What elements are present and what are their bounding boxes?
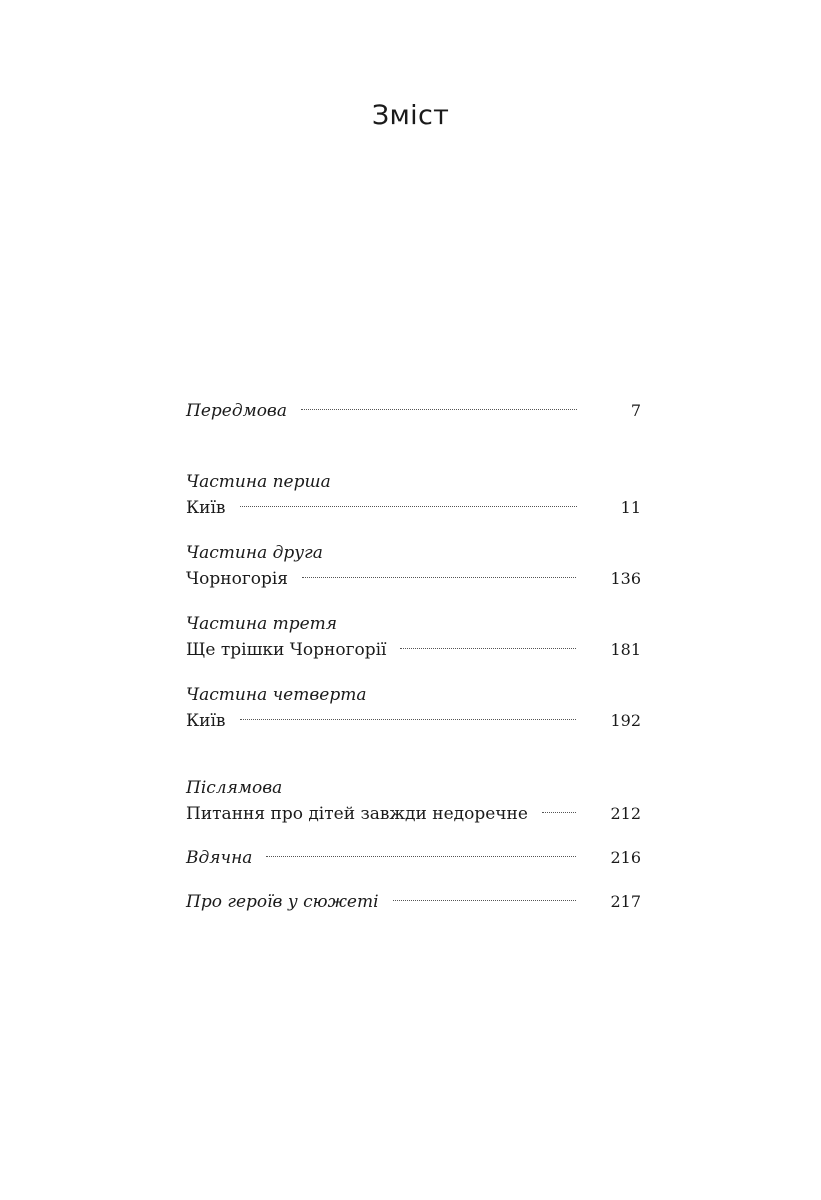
page-number: 192 [610, 711, 641, 730]
toc-entry-label: Вдячна [186, 848, 253, 868]
toc-entry-part3 [186, 637, 641, 663]
part-label: Післямова [186, 778, 283, 798]
toc-entry-afterword [186, 801, 641, 827]
table-of-contents [186, 398, 641, 915]
page-number: 216 [610, 848, 641, 867]
toc-entry-title: Питання про дітей завжди недоречне [186, 804, 528, 824]
toc-entry-label: Про героїв у сюжеті [186, 892, 379, 912]
page-title: Зміст [371, 100, 450, 131]
dot-leader [302, 577, 576, 578]
toc-entry-preface [186, 398, 641, 424]
dot-leader [542, 812, 577, 813]
toc-entry-part1 [186, 495, 641, 521]
page-number: 7 [630, 401, 641, 420]
toc-entry-label: Передмова [186, 401, 287, 421]
toc-entry-thanks [186, 845, 641, 871]
page-number: 217 [610, 892, 641, 911]
toc-entry-heroes [186, 889, 641, 915]
dot-leader [240, 506, 578, 507]
toc-entry-title: Київ [186, 711, 226, 731]
dot-leader [393, 900, 577, 901]
dot-leader [301, 409, 577, 410]
dot-leader [240, 719, 577, 720]
dot-leader [266, 856, 576, 857]
toc-entry-title: Ще трішки Чорногорії [186, 640, 387, 660]
page-number: 11 [620, 498, 641, 517]
toc-entry-part4 [186, 708, 641, 734]
part-label: Частина друга [186, 543, 323, 563]
toc-entry-title: Чорногорія [186, 569, 289, 589]
page-number: 212 [610, 804, 641, 823]
dot-leader [400, 648, 576, 649]
part-label: Частина четверта [186, 685, 367, 705]
toc-entry-part2 [186, 566, 641, 592]
toc-entry-title: Київ [186, 498, 226, 518]
part-label: Частина перша [186, 472, 331, 492]
part-label: Частина третя [186, 614, 338, 634]
page-number: 181 [610, 640, 641, 659]
page-number: 136 [610, 569, 641, 588]
